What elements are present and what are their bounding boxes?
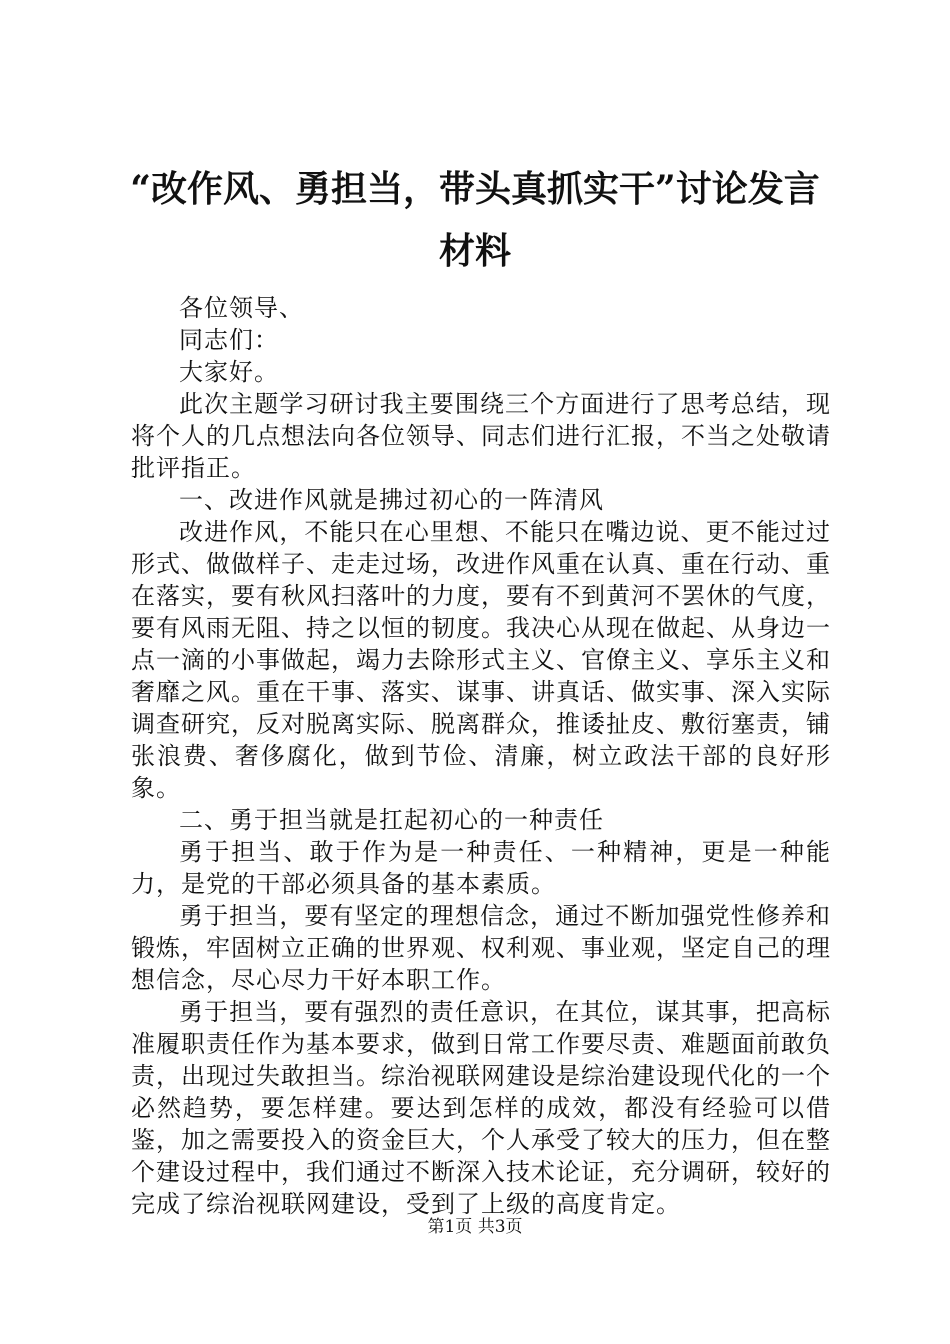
- section-heading-2: 二、勇于担当就是扛起初心的一种责任: [179, 806, 604, 834]
- salutation-leaders: 各位领导、: [179, 294, 304, 322]
- greeting: 大家好。: [179, 358, 279, 386]
- section-heading-1: 一、改进作风就是拂过初心的一阵清风: [179, 486, 604, 514]
- salutation-comrades: 同志们：: [179, 326, 279, 354]
- section-2-paragraph-1: 勇于担当、敢于作为是一种责任、一种精神，更是一种能力，是党的干部必须具备的基本素质。: [131, 838, 831, 898]
- section-2-paragraph-3: 勇于担当，要有强烈的责任意识，在其位，谋其事，把高标准履职责任作为基本要求，做到日常工作要尽责、难题面前敢负责，出现过失敢担当。综治视联网建设是综治建设现代化的一个必然趋势，要怎样建。要达到怎样的成效，都没有经验可以借鉴，加之需要投入的资金巨大，个人承受了较大的压力，但在整个建设过程中，我们通过不断深入技术论证，充分调研，较好的完成了综治视联网建设，受到了上级的高度肯定。: [131, 998, 831, 1218]
- document-body: [131, 292, 831, 1220]
- section-1-paragraph: 改进作风，不能只在心里想、不能只在嘴边说、更不能过过形式、做做样子、走走过场，改进作风重在认真、重在行动、重在落实，要有秋风扫落叶的力度，要有不到黄河不罢休的气度，要有风雨无阻、持之以恒的韧度。我决心从现在做起、从身边一点一滴的小事做起，竭力去除形式主义、官僚主义、享乐主义和奢靡之风。重在干事、落实、谋事、讲真话、做实事、深入实际调查研究，反对脱离实际、脱离群众，推诿扯皮、敷衍塞责，铺张浪费、奢侈腐化，做到节俭、清廉，树立政法干部的良好形象。: [131, 518, 831, 802]
- page-footer: 第1页 共3页: [427, 1217, 523, 1237]
- intro-paragraph: 此次主题学习研讨我主要围绕三个方面进行了思考总结，现将个人的几点想法向各位领导、同志们进行汇报，不当之处敬请批评指正。: [131, 390, 831, 482]
- document-title: “改作风、勇担当，带头真抓实干”讨论发言材料: [130, 168, 820, 272]
- section-2-paragraph-2: 勇于担当，要有坚定的理想信念，通过不断加强党性修养和锻炼，牢固树立正确的世界观、权利观、事业观，坚定自己的理想信念，尽心尽力干好本职工作。: [131, 902, 831, 994]
